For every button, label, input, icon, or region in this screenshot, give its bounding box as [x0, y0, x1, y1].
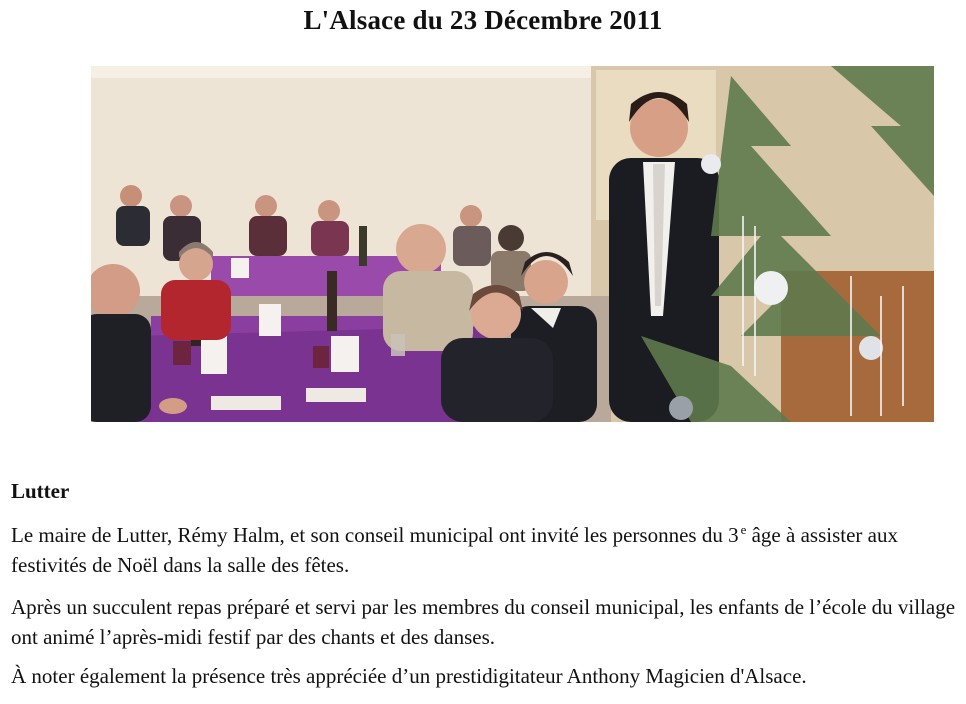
photo-guest-head	[396, 224, 446, 274]
photo-ornament	[669, 396, 693, 420]
page-title: L'Alsace du 23 Décembre 2011	[303, 5, 663, 35]
photo-napkin	[259, 304, 281, 336]
photo-guest-head	[460, 205, 482, 227]
paragraph-1-text-end: âge à assister aux festivités de Noël dans la salle des fêtes.	[11, 523, 898, 577]
photo-guest-head	[170, 195, 192, 217]
photo-bottle	[327, 271, 337, 331]
article-paragraph-2: Après un succulent repas préparé et servi par les membres du conseil municipal, les enfants de l’école du village ont animé l’après-midi festif par des chants et des danses.	[11, 595, 956, 649]
photo-glass	[391, 334, 405, 356]
photo-guest-body	[453, 226, 491, 266]
photo-ornament	[859, 336, 883, 360]
photo-guest-body	[161, 280, 231, 340]
photo-napkin	[231, 258, 249, 278]
event-photo	[91, 66, 934, 422]
article-paragraph-3: À noter également la présence très appréciée d’un prestidigitateur Anthony Magicien d'Alsace.	[11, 664, 807, 688]
photo-placemat	[306, 388, 366, 402]
photo-glass	[313, 346, 329, 368]
article-paragraph-1	[11, 520, 961, 580]
paragraph-1-text-start: Le maire de Lutter, Rémy Halm, et son conseil municipal ont invité les personnes du 3	[11, 523, 739, 547]
photo-guest-head	[120, 185, 142, 207]
photo-guest-hand	[159, 398, 187, 414]
photo-ornament	[754, 271, 788, 305]
photo-bottle	[359, 226, 367, 266]
photo-guest-head	[255, 195, 277, 217]
photo-ceiling-light	[91, 66, 601, 78]
photo-guest-body	[441, 338, 553, 422]
photo-glass	[173, 341, 191, 365]
article-heading: Lutter	[11, 479, 70, 503]
ordinal-superscript: e	[740, 522, 747, 537]
photo-guest-body	[91, 314, 151, 422]
photo-guest-head	[524, 260, 568, 304]
photo-ornament	[701, 154, 721, 174]
photo-placemat	[211, 396, 281, 410]
photo-napkin	[331, 336, 359, 372]
photo-guest-head	[318, 200, 340, 222]
photo-guest-body	[311, 221, 349, 256]
photo-guest-body	[116, 206, 150, 246]
event-photo-illustration	[91, 66, 934, 422]
photo-guest-body	[249, 216, 287, 256]
photo-guest-head	[498, 225, 524, 251]
